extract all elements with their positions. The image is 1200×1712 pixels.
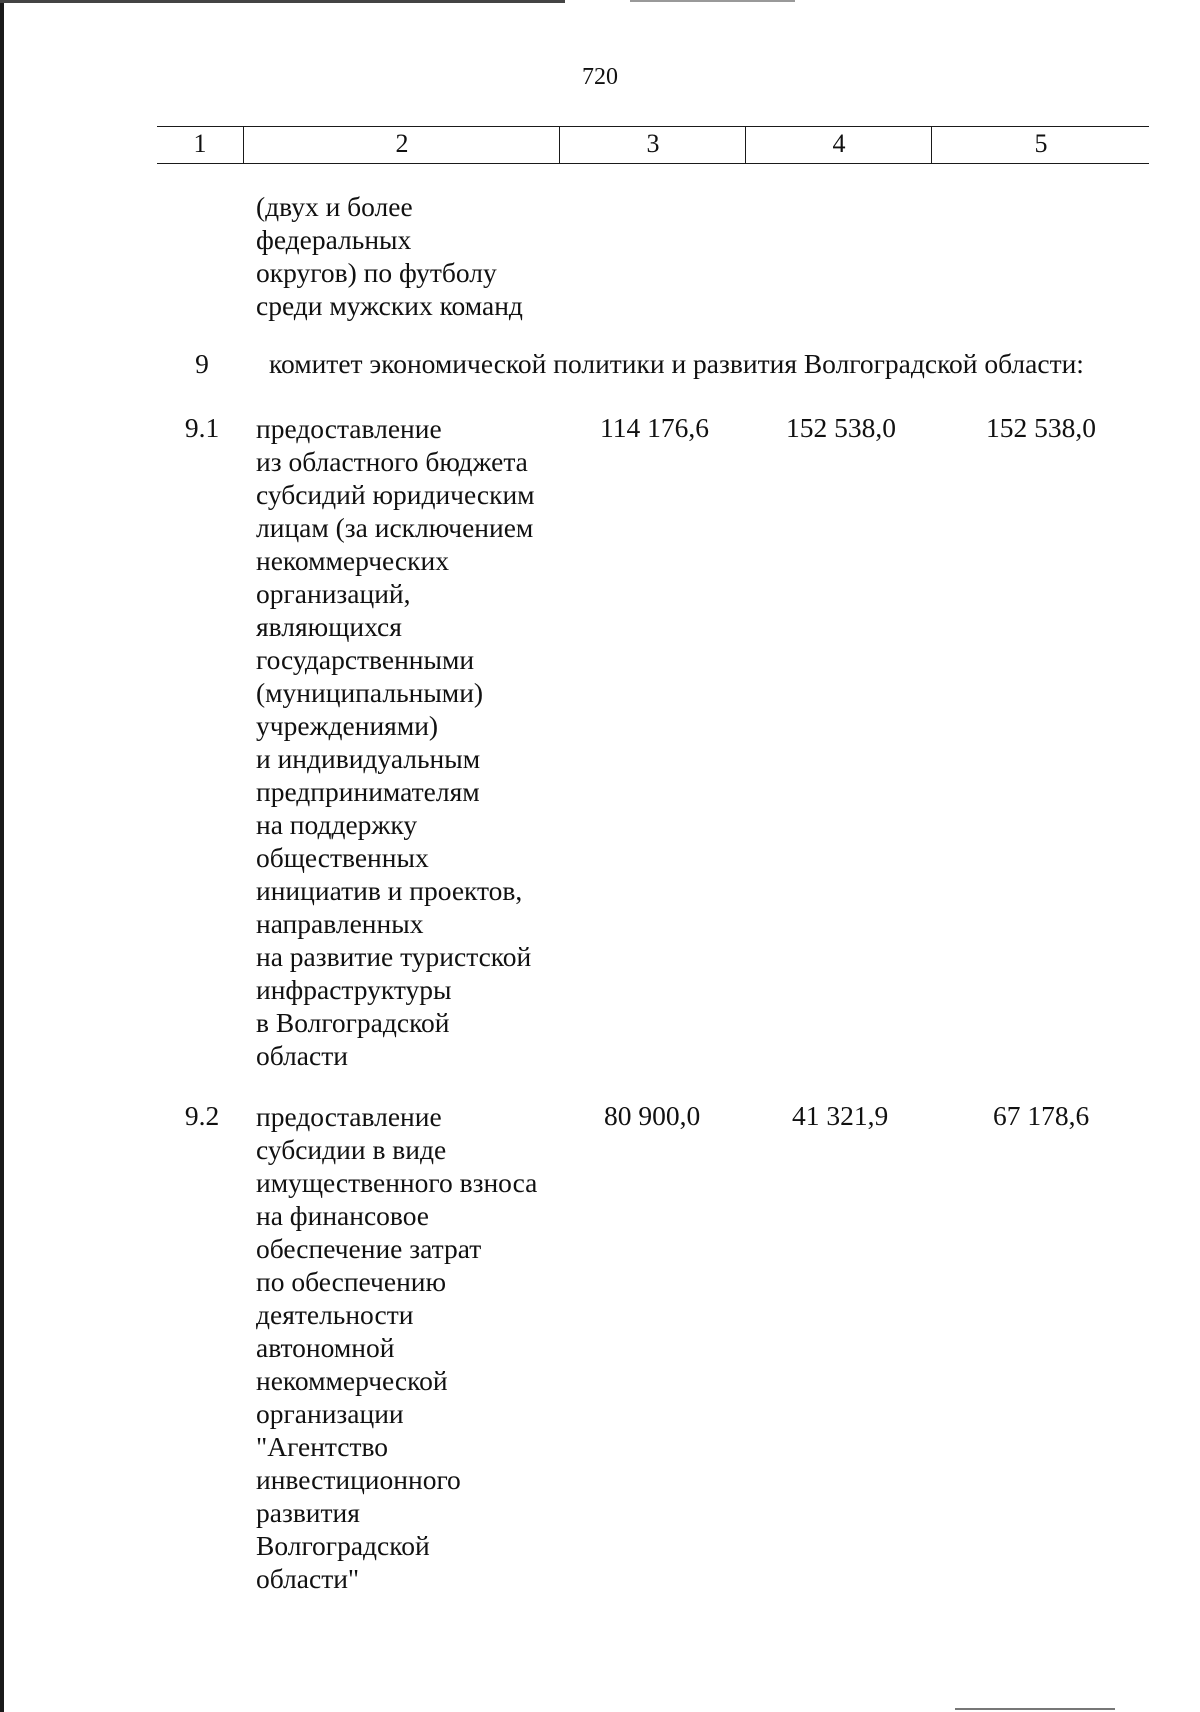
value-col-3: 114 176,6 <box>600 412 709 443</box>
text-line: на развитие туристской <box>256 941 532 972</box>
row-code: 9.2 <box>184 1100 220 1131</box>
text-line: деятельности <box>256 1299 414 1330</box>
text-line: предоставление <box>256 1101 442 1132</box>
column-header-5: 5 <box>931 127 1150 163</box>
text-line: общественных <box>256 842 429 873</box>
text-line: субсидий юридическим <box>256 479 535 510</box>
column-header-1: 1 <box>193 129 207 158</box>
text-line: автономной <box>256 1332 395 1363</box>
text-line: Волгоградской <box>256 1530 430 1561</box>
row-code: 9.1 <box>184 412 220 443</box>
column-header-3: 3 <box>559 127 746 163</box>
value-col-3: 80 900,0 <box>604 1100 701 1131</box>
text-line: (муниципальными) <box>256 677 484 708</box>
text-line: субсидии в виде <box>256 1134 447 1165</box>
text-line: предоставление <box>256 413 442 444</box>
text-line: из областного бюджета <box>256 446 528 477</box>
value-col-5: 152 538,0 <box>986 412 1096 443</box>
text-line: развития <box>256 1497 360 1528</box>
row-description <box>256 412 535 1072</box>
text-line: некоммерческих <box>256 545 449 576</box>
text-line: области <box>256 1040 348 1071</box>
table-header-row <box>157 126 1149 164</box>
text-line: по обеспечению <box>256 1266 447 1297</box>
text-line: организации <box>256 1398 404 1429</box>
continuation-text <box>256 190 523 322</box>
text-line: являющихся <box>256 611 402 642</box>
text-line: лицам (за исключением <box>256 512 534 543</box>
text-line: имущественного взноса <box>256 1167 538 1198</box>
value-col-4: 152 538,0 <box>786 412 896 443</box>
text-line: области" <box>256 1563 360 1594</box>
scan-left-edge <box>0 0 4 1712</box>
column-header-2: 2 <box>243 127 560 163</box>
scan-top-edge <box>0 0 565 3</box>
text-line: федеральных <box>256 224 412 255</box>
text-line: на поддержку <box>256 809 418 840</box>
text-line: организаций, <box>256 578 411 609</box>
value-col-5: 67 178,6 <box>993 1100 1090 1131</box>
text-line: и индивидуальным <box>256 743 481 774</box>
text-line: направленных <box>256 908 424 939</box>
text-line: инициатив и проектов, <box>256 875 523 906</box>
text-line: округов) по футболу <box>256 257 497 288</box>
page-number: 720 <box>582 64 618 90</box>
text-line: инфраструктуры <box>256 974 452 1005</box>
text-line: на финансовое <box>256 1200 430 1231</box>
row-description <box>256 1100 537 1595</box>
text-line: в Волгоградской <box>256 1007 450 1038</box>
text-line: среди мужских команд <box>256 290 523 321</box>
text-line: учреждениями) <box>256 710 439 741</box>
text-line: (двух и более <box>256 191 413 222</box>
section-code: 9 <box>195 348 209 379</box>
scan-top-edge-faint <box>630 0 795 2</box>
column-header-4: 4 <box>745 127 932 163</box>
text-line: предпринимателям <box>256 776 480 807</box>
value-col-4: 41 321,9 <box>792 1100 889 1131</box>
text-line: обеспечение затрат <box>256 1233 482 1264</box>
text-line: некоммерческой <box>256 1365 448 1396</box>
section-title: комитет экономической политики и развития Волгоградской области: <box>269 348 1084 379</box>
text-line: государственными <box>256 644 475 675</box>
text-line: "Агентство <box>256 1431 389 1462</box>
scan-bottom-mark <box>955 1708 1115 1710</box>
text-line: инвестиционного <box>256 1464 461 1495</box>
